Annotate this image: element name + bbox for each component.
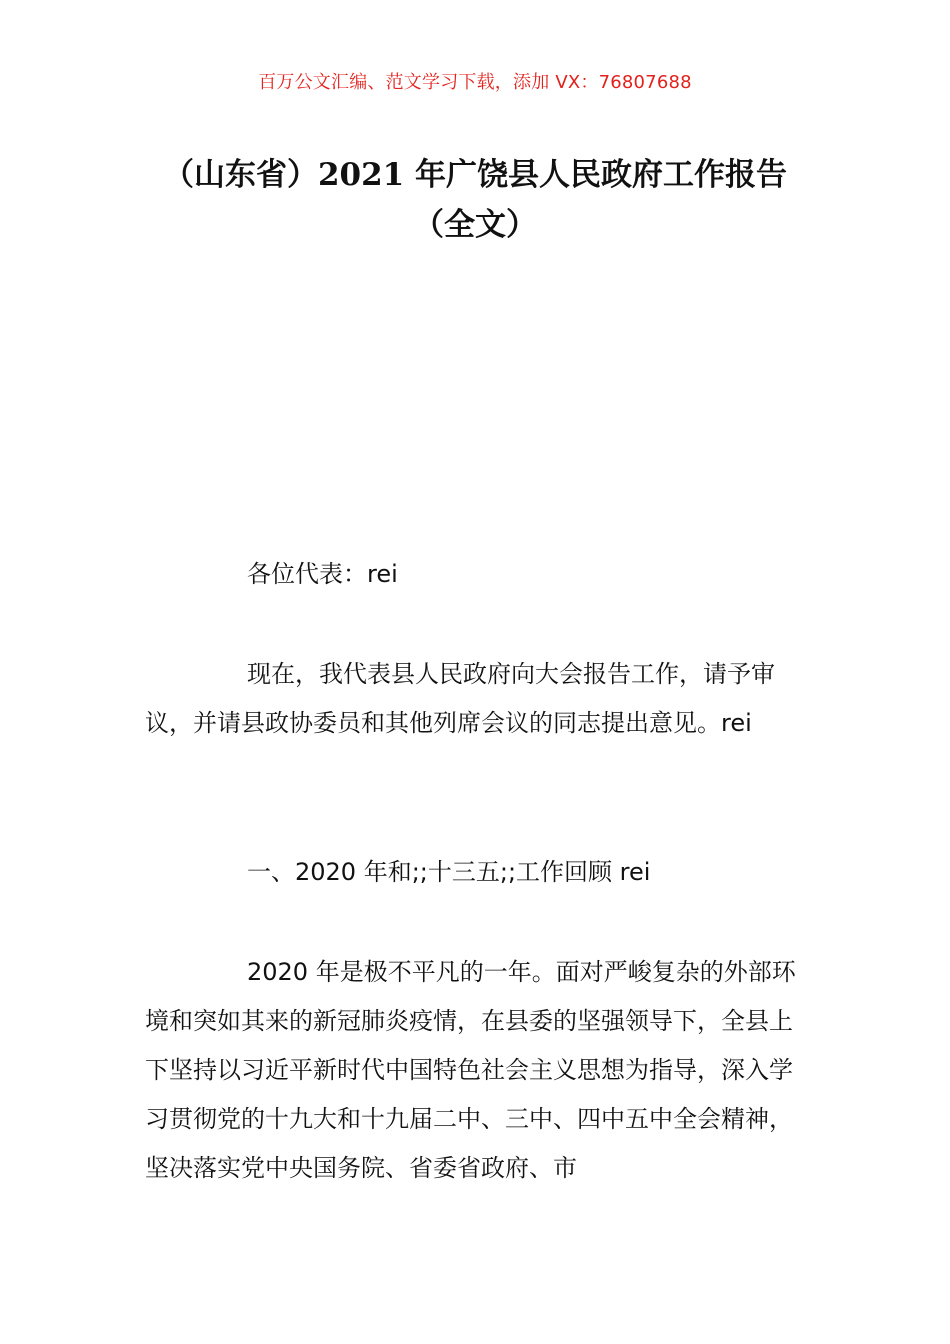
header-watermark-note: 百万公文汇编、范文学习下载，添加 VX：76807688 bbox=[258, 72, 692, 93]
document-title: （山东省）2021 年广饶县人民政府工作报告（全文） bbox=[162, 157, 788, 243]
paragraph-2020-review: 2020 年是极不平凡的一年。面对严峻复杂的外部环境和突如其来的新冠肺炎疫情，在县委的坚强领导下，全县上下坚持以习近平新时代中国特色社会主义思想为指导，深入学习贯彻党的十九大和十九届二中、三中、四中五中全会精神，坚决落实党中央国务院、省委省政府、市 bbox=[145, 958, 796, 1182]
paragraph-intro: 现在，我代表县人民政府向大会报告工作，请予审议，并请县政协委员和其他列席会议的同志提出意见。rei bbox=[145, 660, 775, 737]
greeting-line: 各位代表：rei bbox=[247, 560, 398, 588]
section-heading-review: 一、2020 年和;;十三五;;工作回顾 rei bbox=[247, 858, 651, 886]
